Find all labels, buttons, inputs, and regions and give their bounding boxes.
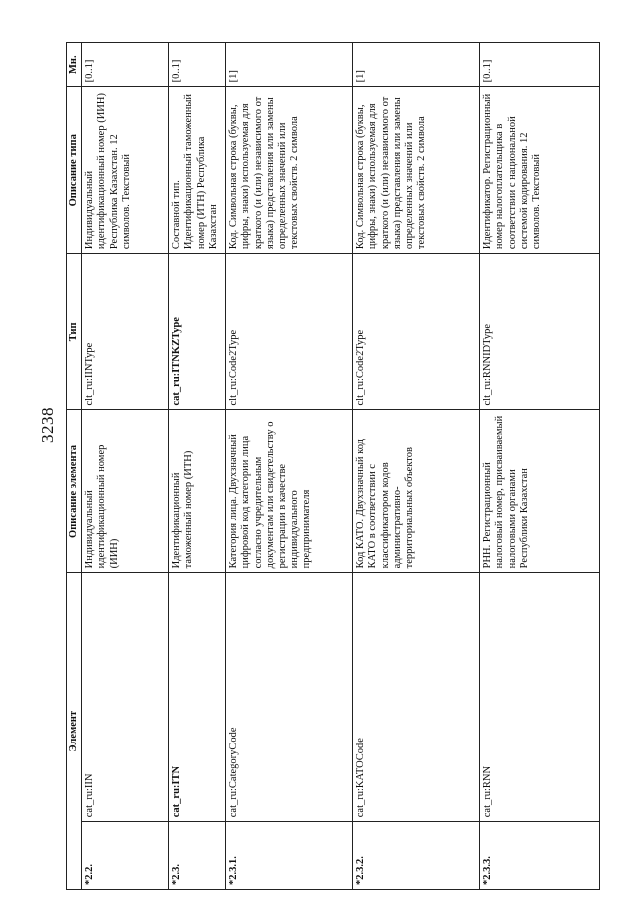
- header-element-desc: Описание элемента: [67, 410, 82, 573]
- page-number: 3238: [38, 407, 57, 443]
- element-name: cat_ru:RNN: [480, 573, 600, 822]
- header-type: Тип: [67, 254, 82, 410]
- rotated-table-container: [66, 12, 632, 890]
- header-element: Элемент: [67, 573, 82, 890]
- table-row: [480, 43, 600, 890]
- header-type-desc: Описание типа: [67, 87, 82, 254]
- element-name: cat_ru:IIN: [82, 573, 169, 822]
- element-description: РНН. Регистрационный налоговый номер, присваиваемый налоговыми органами Республики Казахстан: [480, 410, 600, 573]
- type-name: clt_ru:Code2Type: [226, 254, 353, 410]
- type-description: Индивидуальный идентификационный номер (ИИН) Республика Казахстан. 12 символов. Текстовый: [82, 87, 169, 254]
- type-name: clt_ru:RNNIDType: [480, 254, 600, 410]
- multiplicity: [1]: [353, 43, 480, 87]
- type-name: cat_ru:ITNKZType: [169, 254, 226, 410]
- element-description: Категория лица. Двухзначный цифровой код категории лица согласно учредительным документам или свидетельству о регистрации в качестве индивидуального предпринимателя: [226, 410, 353, 573]
- type-name: clt_ru:Code2Type: [353, 254, 480, 410]
- table-row: [169, 43, 226, 890]
- element-name: cat_ru:KATOCode: [353, 573, 480, 822]
- table-row: [226, 43, 353, 890]
- header-mn: Мн.: [67, 43, 82, 87]
- row-number: *2.3.2.: [353, 822, 480, 890]
- scanned-page: [66, 12, 632, 890]
- row-number: *2.3.1.: [226, 822, 353, 890]
- table-header-row: [67, 43, 82, 890]
- element-description: Идентификационный таможенный номер (ИТН): [169, 410, 226, 573]
- multiplicity: [0..1]: [169, 43, 226, 87]
- row-number: *2.3.: [169, 822, 226, 890]
- element-name: cat_ru:CategoryCode: [226, 573, 353, 822]
- table-row: [353, 43, 480, 890]
- type-description: Код. Символьная строка (буквы, цифры, знаки) используемая для краткого (и (или) независимого от языка) представления или замены определенных значений или текстовых свойств. 2 символа: [353, 87, 480, 254]
- element-description: Код КАТО. Двухзначный код КАТО в соответствии с классификатором кодов административно-территориальных объектов: [353, 410, 480, 573]
- spec-table: [66, 42, 600, 890]
- multiplicity: [1]: [226, 43, 353, 87]
- type-description: Составной тип. Идентификационный таможенный номер (ИТН) Республика Казахстан: [169, 87, 226, 254]
- row-number: *2.2.: [82, 822, 169, 890]
- element-description: Индивидуальный идентификационный номер (ИИН): [82, 410, 169, 573]
- row-number: *2.3.3.: [480, 822, 600, 890]
- type-name: clt_ru:IINType: [82, 254, 169, 410]
- type-description: Идентификатор. Регистрационный номер налогоплательщика в соответствии с национальной системой кодирования. 12 символов. Текстовый: [480, 87, 600, 254]
- multiplicity: [0..1]: [82, 43, 169, 87]
- element-name: cat_ru:ITN: [169, 573, 226, 822]
- type-description: Код. Символьная строка (буквы, цифры, знаки) используемая для краткого (и (или) независимого от языка) представления или замены определенных значений или текстовых свойств. 2 символа: [226, 87, 353, 254]
- table-row: [82, 43, 169, 890]
- multiplicity: [0..1]: [480, 43, 600, 87]
